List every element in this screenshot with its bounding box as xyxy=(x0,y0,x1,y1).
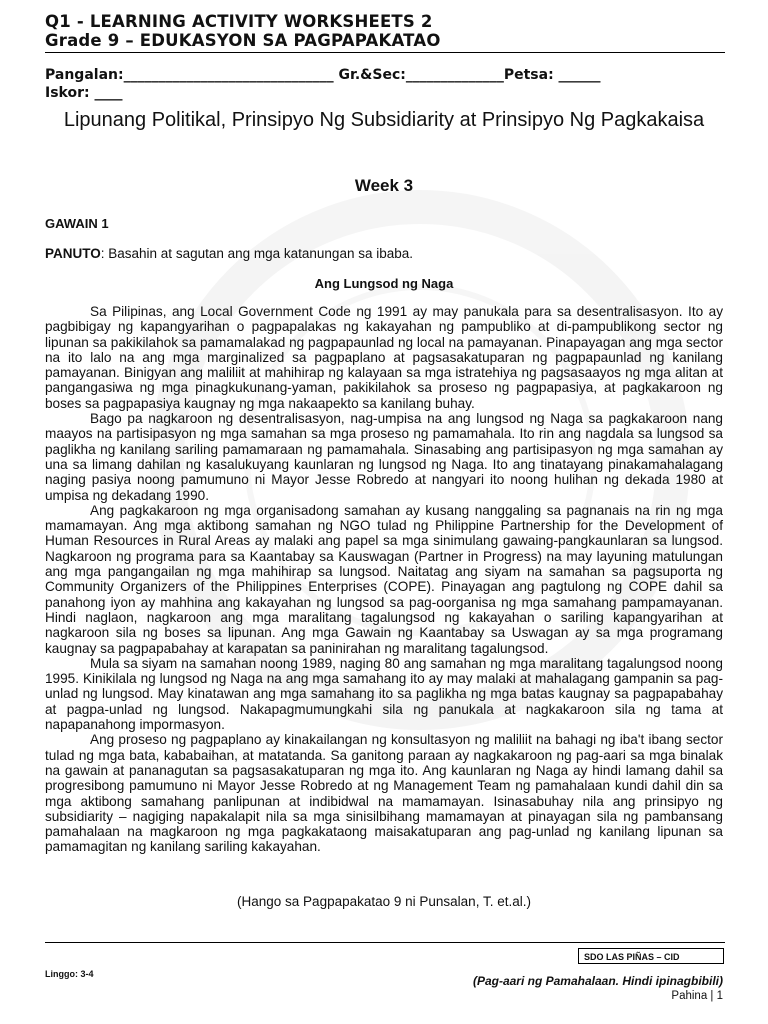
paragraph: Ang pagkakaroon ng mga organisadong samahan ay kusang nanggaling sa pagnanais na rin ng mga mamamayan. Ang mga aktibong samahan ng NGO tulad ng Philippine Partnership for the Development of Human Resources in Rural Areas ay malaki ang papel sa mga sinimulang gawaing-pangkaunlaran sa lungsod. Nagkaroon ng programa para sa Kaantabay sa Kauswagan (Partner in Progress) na may layuning matulungan ang mga pangangailan ng mga mahihirap sa lungsod. Naitatag ang siyam na samahan sa pagsuporta ng Community Organizers of the Philippines Enterprises (COPE). Pinayagan ang pagtulong ng COPE dahil sa panahong iyon ay mahhina ang kakayahan ng lungsod sa pag-oorganisa ng mga samahang pampamayanan. Hindi naglaon, nagkaroon ang mga maralitang tagalungsod ng kakayahan o sariling kapangyarihan at nagkaroon sila ng boses sa lipunan. Ang mga Gawain ng Kaantabay sa Uswagan ay sa mga programang kaugnay sa pagpapabahay at karapatan sa paninirahan ng maralitang tagalungsod. xyxy=(45,502,723,656)
reading-title: Ang Lungsod ng Naga xyxy=(314,276,454,291)
score-line: Iskor: ____ xyxy=(45,85,123,101)
paragraph: Ang proseso ng pagpaplano ay kinakailangan ng konsultasyon ng maliliit na bahagi ng iba't ibang sector tulad ng mga bata, kababaihan, at matatanda. Sa ganitong paraan ay nagkakaroon ng pag-aari sa mga binalak na gawain at pananagutan sa pagsasakatuparan ng mga ito. Ang kaunlaran ng Naga ay hindi lamang dahil sa progresibong pamumuno ni Mayor Jesse Robredo at ng Management Team ng pamahalaan kundi dahil din sa mga aktibong samahang panlipunan at indibidwal na mamamayan. Isinasabuhay nila ang prinsipyo ng subsidiarity – nagiging napakalapit nila sa mga sinisilbihang mamamayan at pinayagan sila ng pambansang pamahalaan na magkaroon ng mga pagkakataong maisakatuparan ang pag-unlad ng kanilang lipunan sa pamamagitan ng kanilang sariling kakayahan. xyxy=(45,732,723,855)
source-citation: (Hango sa Pagpapakatao 9 ni Punsalan, T. et.al.) xyxy=(237,894,531,909)
paragraph: Sa Pilipinas, ang Local Government Code ng 1991 ay may panukala para sa desentralisasyon. Ito ay pagbibigay ng kapangyarihan o pagpapalakas ng kakayahan ng pampubliko at di-pampublikong sector ng lipunan sa pakikilahok sa pamamalakad ng pagpapaunlad ng local na pamayanan. Pinapayagan ang mga sector na ito lalo na ang mga marginalized sa pagpaplano at pagsasakatuparan ng pagpapaunlad ng kanilang pamayanan. Binigyan ang maliliit at mahihirap ng kalayaan sa mga istratehiya ng pagsasaayos ng mga alitan at pangangasiwa ng mga pinagkukunang-yaman, pakikilahok sa proseso ng pagpapasiya, at pagkakaroon ng boses sa pagpapasiya kaugnay ng mga nakaapekto sa kanilang buhay. xyxy=(45,304,723,411)
grade-subject-title: Grade 9 – EDUKASYON SA PAGPAPAKATAO xyxy=(45,31,441,50)
paragraph: Bago pa nagkaroon ng desentralisasyon, nag-umpisa na ang lungsod ng Naga sa pagkakaroon nang maayos na partisipasyon ng mga samahan sa mga proseso ng pamamahala. Ito rin ang nagdala sa lungsod sa paglikha ng kanilang sariling pamamaraan ng pamamahala. Sinasabing ang partisipasyon ng mga samahan ay una sa limang dahilan ng kasalukuyang kaunlaran ng lungsod ng Naga. Ito ang tinatayang pinakamahalagang naging pasiya noong pamumuno ni Mayor Jesse Robredo at nangyari ito noong hulihan ng dekada 1980 at umpisa ng dekadang 1990. xyxy=(45,411,723,503)
worksheet-series-title: Q1 - LEARNING ACTIVITY WORKSHEETS 2 xyxy=(45,12,433,31)
instructions-text: : Basahin at sagutan ang mga katanungan sa ibaba. xyxy=(100,246,413,261)
footer-divider xyxy=(45,942,725,943)
header-divider xyxy=(45,52,725,53)
paragraph: Mula sa siyam na samahan noong 1989, naging 80 ang samahan ng mga maralitang tagalungsod noong 1995. Kinikilala ng lungsod ng Naga na ang mga samahang ito ay may malaki at mahalagang gampanin sa pag-unlad ng lungsod. May kinatawan ang mga samahang ito sa paglikha ng mga batas kaugnay sa pagpapabahay at pagpa-unlad ng lungsod. Nakapagmumungkahi sila ng panukala at nagkakaroon sila ng tama at napapanahong impormasyon. xyxy=(45,655,723,733)
instructions-label: PANUTO xyxy=(45,246,101,261)
week-range-label: Linggo: 3-4 xyxy=(45,969,94,979)
page-number: Pahina | 1 xyxy=(671,990,723,1002)
instructions xyxy=(45,246,413,261)
name-section-date-line: Pangalan:______________________________ Gr.&Sec:______________Petsa: ______ xyxy=(45,67,601,83)
lesson-title: Lipunang Politikal, Prinsipyo Ng Subsidiarity at Prinsipyo Ng Pagkakaisa xyxy=(63,109,705,131)
week-label: Week 3 xyxy=(354,176,414,195)
worksheet-header xyxy=(45,12,725,53)
activity-label: GAWAIN 1 xyxy=(45,216,109,231)
ownership-notice: (Pag-aari ng Pamahalaan. Hindi ipinagbibili) xyxy=(472,974,723,988)
student-info-block xyxy=(45,66,725,102)
reading-passage xyxy=(45,304,723,855)
sdo-label-box: SDO LAS PIÑAS – CID xyxy=(578,948,724,964)
